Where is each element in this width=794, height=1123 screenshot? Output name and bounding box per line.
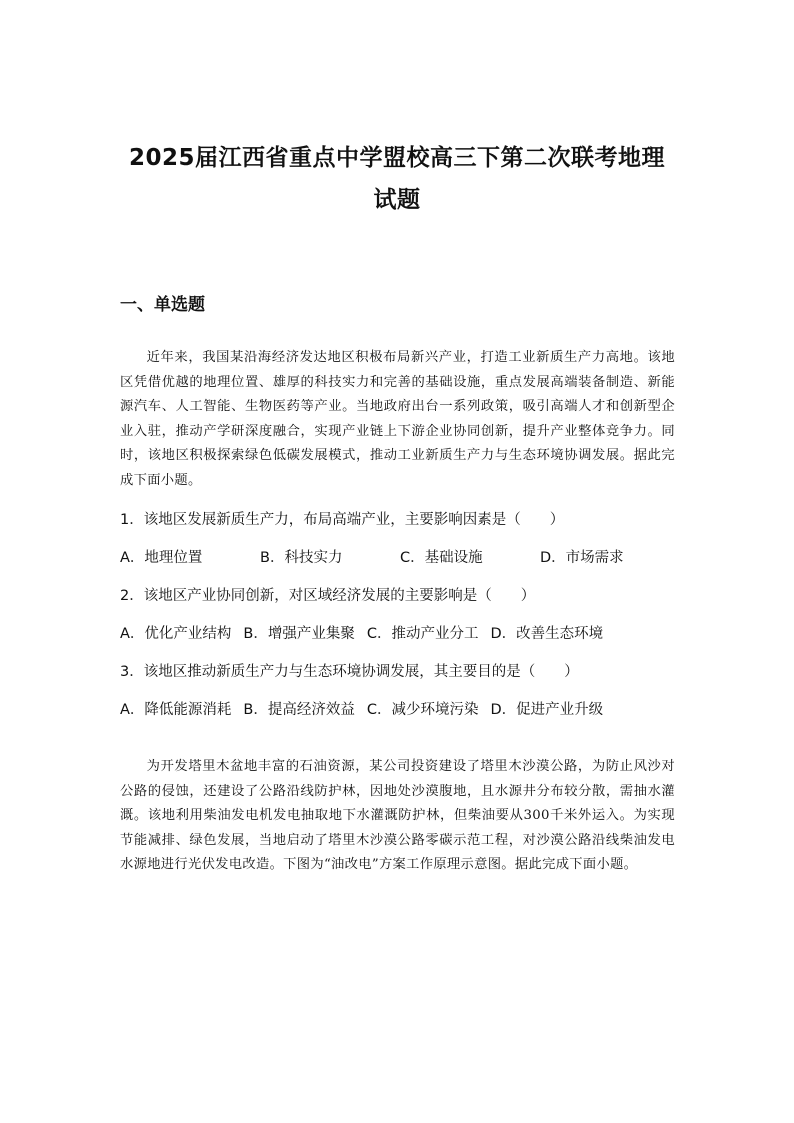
question-3-options [120, 699, 680, 721]
document-title-line1: 2025届江西省重点中学盟校高三下第二次联考地理 [128, 145, 665, 171]
q3-option-d: D．促进产业升级 [490, 702, 604, 718]
section-heading: 一、单选题 [120, 295, 205, 315]
q3-option-a: A．降低能源消耗 [120, 702, 232, 718]
question-1-options [120, 547, 680, 569]
q3-option-b: B．提高经济效益 [243, 702, 355, 718]
question-3-stem: 3．该地区推动新质生产力与生态环境协调发展，其主要目的是（ ） [120, 664, 579, 680]
q1-option-b: B．科技实力 [260, 550, 343, 566]
document-title-line2: 试题 [373, 187, 421, 213]
q1-option-d: D．市场需求 [540, 550, 624, 566]
q2-option-c: C．推动产业分工 [366, 626, 479, 642]
question-2-options [120, 623, 680, 645]
reading-passage-2 [120, 755, 675, 878]
q2-option-d: D．改善生态环境 [490, 626, 604, 642]
passage-2-text: 为开发塔里木盆地丰富的石油资源，某公司投资建设了塔里木沙漠公路，为防止风沙对公路的侵蚀，还建设了公路沿线防护林，因地处沙漠腹地，且水源井分布较分散，需抽水灌溉。该地利用柴油发电机发电抽取地下水灌溉防护林，但柴油要从300千米外运入。为实现节能减排、绿色发展，当地启动了塔里木沙漠公路零碳示范工程，对沙漠公路沿线柴油发电水源地进行光伏发电改造。下图为“油改电”方案工作原理示意图。据此完成下面小题。 [120, 759, 675, 873]
q1-option-a: A．地理位置 [120, 550, 203, 566]
reading-passage-1 [120, 346, 675, 494]
passage-1-text: 近年来，我国某沿海经济发达地区积极布局新兴产业，打造工业新质生产力高地。该地区凭借优越的地理位置、雄厚的科技实力和完善的基础设施，重点发展高端装备制造、新能源汽车、人工智能、生物医药等产业。当地政府出台一系列政策，吸引高端人才和创新型企业入驻，推动产学研深度融合，实现产业链上下游企业协同创新，提升产业整体竞争力。同时，该地区积极探索绿色低碳发展模式，推动工业新质生产力与生态环境协调发展。据此完成下面小题。 [120, 350, 675, 488]
q2-option-b: B．增强产业集聚 [243, 626, 355, 642]
question-2-stem: 2．该地区产业协同创新，对区域经济发展的主要影响是（ ） [120, 588, 536, 604]
q1-option-c: C．基础设施 [400, 550, 483, 566]
q3-option-c: C．减少环境污染 [366, 702, 479, 718]
question-1-stem: 1．该地区发展新质生产力，布局高端产业，主要影响因素是（ ） [120, 512, 565, 528]
q2-option-a: A．优化产业结构 [120, 626, 232, 642]
